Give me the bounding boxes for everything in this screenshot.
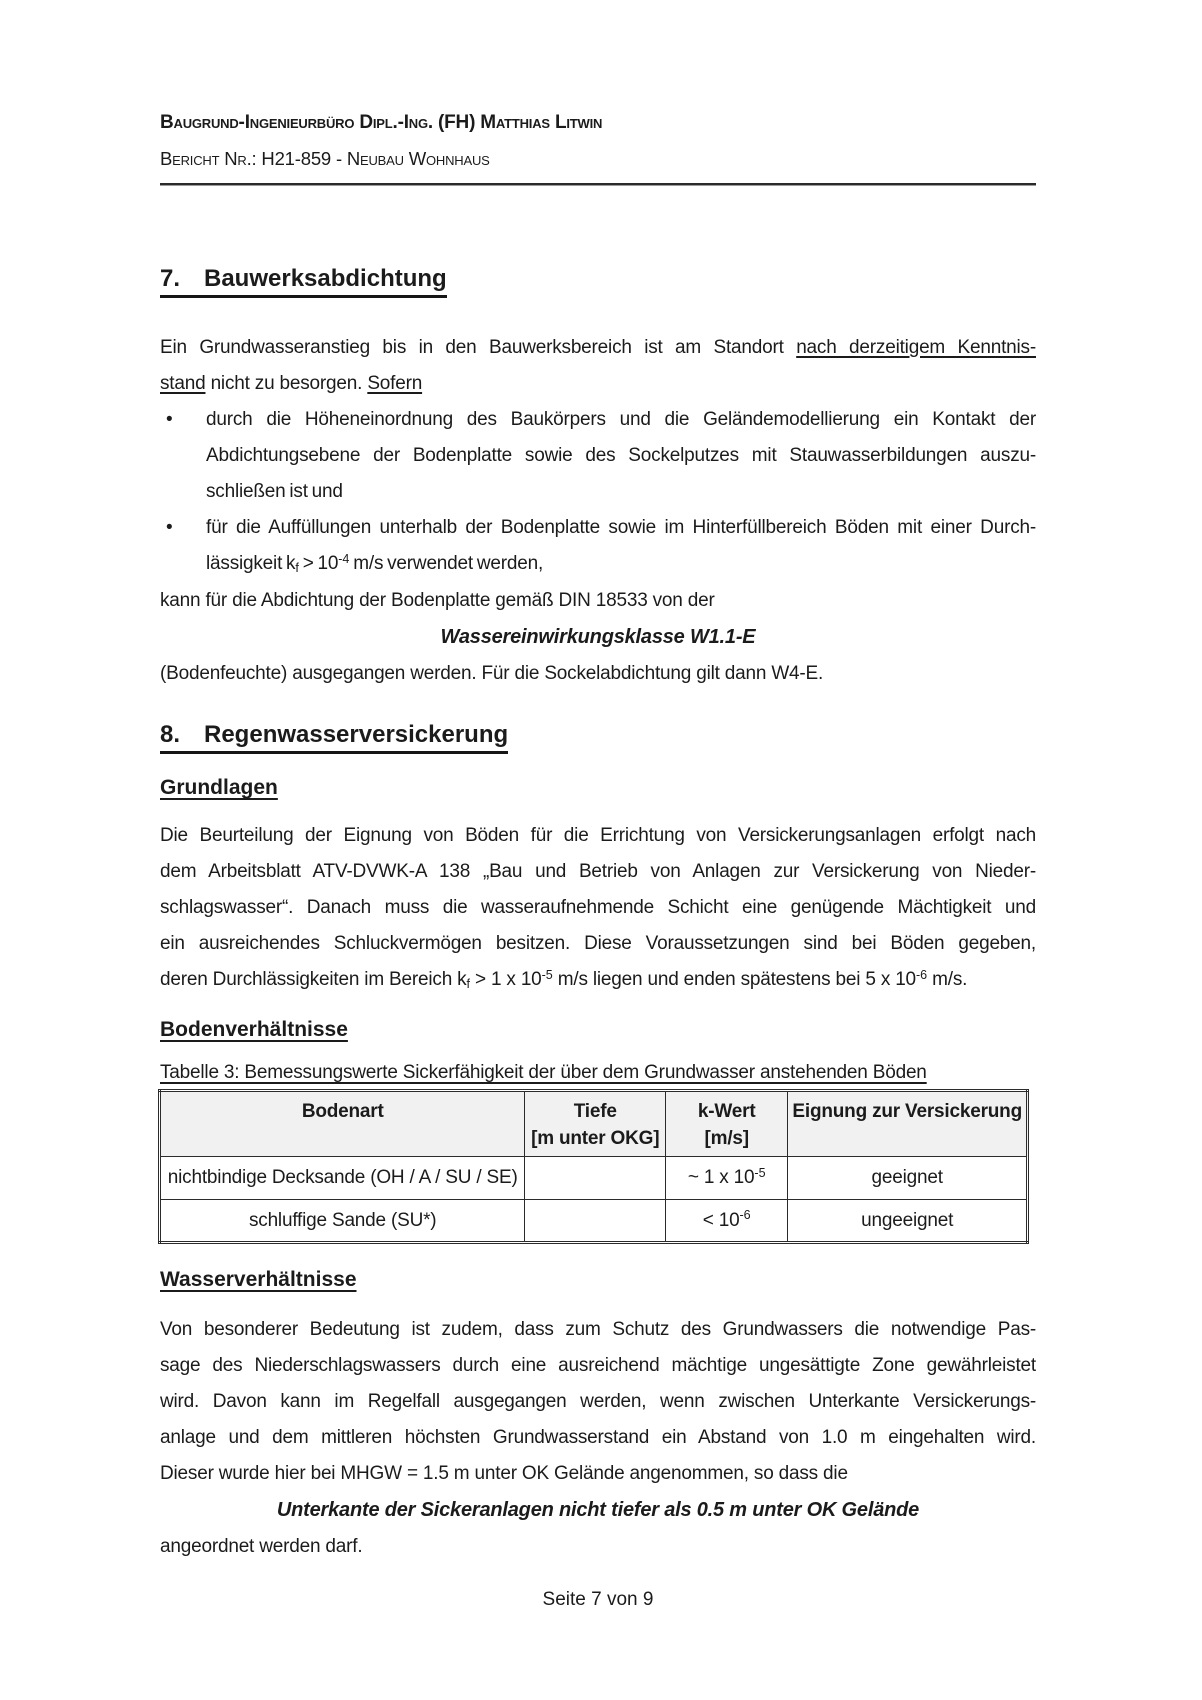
text-run: sage des Niederschlagswassers durch eine ausreichend mächtige ungesättigte Zone gewährleistet (160, 1355, 1036, 1376)
cell-kwert (666, 1157, 788, 1200)
text-line (160, 1529, 1036, 1565)
subheading-wasserverhaeltnisse: Wasserverhältnisse (160, 1268, 357, 1291)
cell-eignung: ungeeignet (788, 1200, 1028, 1243)
text-line (206, 402, 1036, 438)
text-run: > 1 x 10 (469, 969, 542, 990)
text-run: m/s. (927, 969, 968, 990)
text-run: (Bodenfeuchte) ausgegangen werden. Für die Sockelabdichtung gilt dann W4-E. (160, 663, 824, 684)
text-run: stand (160, 373, 206, 394)
text-line (160, 818, 1036, 854)
text-run: -4 (338, 551, 350, 566)
text-run: -5 (541, 967, 553, 982)
text-line (160, 1384, 1036, 1420)
paragraph-groundwater-intro (160, 330, 1036, 402)
text-run: dem Arbeitsblatt ATV-DVWK-A 138 „Bau und Betrieb von Anlagen zur Versickerung von Nieder- (160, 861, 1036, 882)
cell-tiefe (525, 1157, 666, 1200)
header-line: Tiefe (573, 1101, 617, 1122)
table-caption: Tabelle 3: Bemessungswerte Sickerfähigkeit der über dem Grundwasser anstehenden Böden (160, 1062, 927, 1083)
cell-bodenart: nichtbindige Decksande (OH / A / SU / SE) (160, 1157, 525, 1200)
cell-bodenart: schluffige Sande (SU*) (160, 1200, 525, 1243)
bullet-text (206, 510, 1036, 583)
text-line (160, 1312, 1036, 1348)
text-run: ein ausreichendes Schluckvermögen besitzen. Diese Voraussetzungen sind bei Böden gegeben, (160, 933, 1036, 954)
column-header-tiefe (525, 1091, 666, 1157)
paragraph-wasserverhaeltnisse (160, 1312, 1036, 1565)
text-run: f (466, 976, 470, 991)
text-run: kann für die Abdichtung der Bodenplatte gemäß DIN 18533 von der (160, 590, 715, 611)
bullet-text (206, 402, 1036, 510)
text-line (206, 438, 1036, 474)
text-line (160, 1420, 1036, 1456)
text-run: Dieser wurde hier bei MHGW = 1.5 m unter OK Gelände angenommen, so dass die (160, 1463, 848, 1484)
text-line (206, 474, 1036, 510)
column-header-kwert (666, 1091, 788, 1157)
section-8-number: 8. (160, 721, 181, 748)
table-row (160, 1200, 1028, 1243)
text-line (160, 1348, 1036, 1384)
text-run: anlage und dem mittleren höchsten Grundwasserstand ein Abstand von 1.0 m eingehalten wird. (160, 1427, 1036, 1448)
column-header-eignung (788, 1091, 1028, 1157)
page-footer: Seite 7 von 9 (542, 1589, 654, 1610)
text-run: nach derzeitigem Kenntnis- (796, 337, 1036, 358)
text-line (160, 619, 1036, 656)
header-line: Eignung zur Versickerung (792, 1101, 1022, 1122)
bullet-item (160, 402, 1036, 510)
text-line (160, 1456, 1036, 1492)
header-line: k-Wert (697, 1101, 756, 1122)
text-line (160, 656, 1036, 692)
bullet-marker: • (166, 517, 173, 538)
paragraph-sealing-conclusion (160, 583, 1036, 692)
text-run: schlagswasser“. Danach muss die wasseraufnehmende Schicht eine genügende Mächtigkeit und (160, 897, 1036, 918)
text-run: wird. Davon kann im Regelfall ausgegangen werden, wenn zwischen Unterkante Versickerungs- (160, 1391, 1036, 1412)
header-rule (160, 183, 1036, 186)
text-run: ~ 1 x 10 (687, 1167, 755, 1188)
header-line: [m/s] (704, 1128, 749, 1149)
cell-eignung: geeignet (788, 1157, 1028, 1200)
text-run: Sofern (367, 373, 423, 394)
text-run: -6 (739, 1208, 751, 1223)
text-run: Von besonderer Bedeutung ist zudem, dass zum Schutz des Grundwassers die notwendige Pas- (160, 1319, 1036, 1340)
bullet-item (160, 510, 1036, 583)
section-7-number: 7. (160, 265, 181, 292)
bullet-list (160, 402, 1036, 583)
text-run: -6 (915, 967, 928, 982)
text-run: durch die Höheneinordnung des Baukörpers und die Geländemodellierung ein Kontakt der (206, 409, 1036, 430)
text-run: > 10 (298, 553, 339, 574)
header-line (165, 1125, 520, 1152)
page-content (160, 0, 1036, 1565)
section-8-heading (160, 722, 1036, 754)
section-7-heading (160, 266, 1036, 298)
cell-tiefe (525, 1200, 666, 1243)
subheading-bodenverhaeltnisse: Bodenverhältnisse (160, 1018, 348, 1041)
report-number-line: Bericht Nr.: H21-859 - Neubau Wohnhaus (160, 148, 490, 169)
text-line (160, 1492, 1036, 1529)
text-run: f (295, 560, 299, 575)
subheading-grundlagen: Grundlagen (160, 776, 278, 799)
text-line (160, 330, 1036, 366)
text-line (160, 962, 1036, 999)
section-8-title: Regenwasserversickerung (204, 721, 509, 748)
text-run: Abdichtungsebene der Bodenplatte sowie des Sockelputzes mit Stauwasserbildungen auszu- (206, 445, 1036, 466)
bullet-marker: • (166, 409, 173, 430)
column-header-bodenart (160, 1091, 525, 1157)
text-line (160, 366, 1036, 402)
text-run: für die Auffüllungen unterhalb der Bodenplatte sowie im Hinterfüllbereich Böden mit einer Durch- (206, 517, 1036, 538)
text-run: nicht zu besorgen. (205, 373, 368, 394)
header-line: [m unter OKG] (531, 1128, 660, 1149)
report-firm-header: Baugrund-Ingenieurbüro Dipl.-Ing. (FH) Matthias Litwin (160, 112, 603, 133)
text-run: lässigkeit k (206, 553, 296, 574)
section-7-heading-text (160, 266, 447, 298)
text-line (206, 510, 1036, 546)
text-run: -5 (754, 1165, 766, 1180)
text-run: m/s liegen und enden spätestens bei 5 x 10 (552, 969, 916, 990)
table-header-row (160, 1091, 1028, 1157)
text-run: schließen ist und (206, 481, 343, 502)
text-line (160, 854, 1036, 890)
header-line (792, 1125, 1022, 1152)
text-run: Ein Grundwasseranstieg bis in den Bauwerksbereich ist am Standort (160, 337, 797, 358)
text-line (160, 890, 1036, 926)
table-row (160, 1157, 1028, 1200)
text-run: m/s verwendet werden, (349, 553, 544, 574)
cell-kwert (666, 1200, 788, 1243)
text-run: Wassereinwirkungsklasse W1.1-E (440, 626, 756, 648)
text-line (206, 546, 1036, 583)
text-line (160, 583, 1036, 619)
soil-suitability-table (158, 1089, 1029, 1244)
text-run: Unterkante der Sickeranlagen nicht tiefer als 0.5 m unter OK Gelände (276, 1499, 920, 1521)
text-run: deren Durchlässigkeiten im Bereich k (160, 969, 467, 990)
section-7-title: Bauwerksabdichtung (204, 265, 447, 292)
text-run: angeordnet werden darf. (160, 1536, 363, 1557)
text-run: Die Beurteilung der Eignung von Böden für die Errichtung von Versickerungsanlagen erfolgt nach (160, 825, 1036, 846)
paragraph-grundlagen (160, 818, 1036, 999)
text-run: < 10 (702, 1209, 740, 1231)
text-line (160, 926, 1036, 962)
header-line: Bodenart (301, 1101, 384, 1122)
section-8-heading-text (160, 722, 508, 754)
